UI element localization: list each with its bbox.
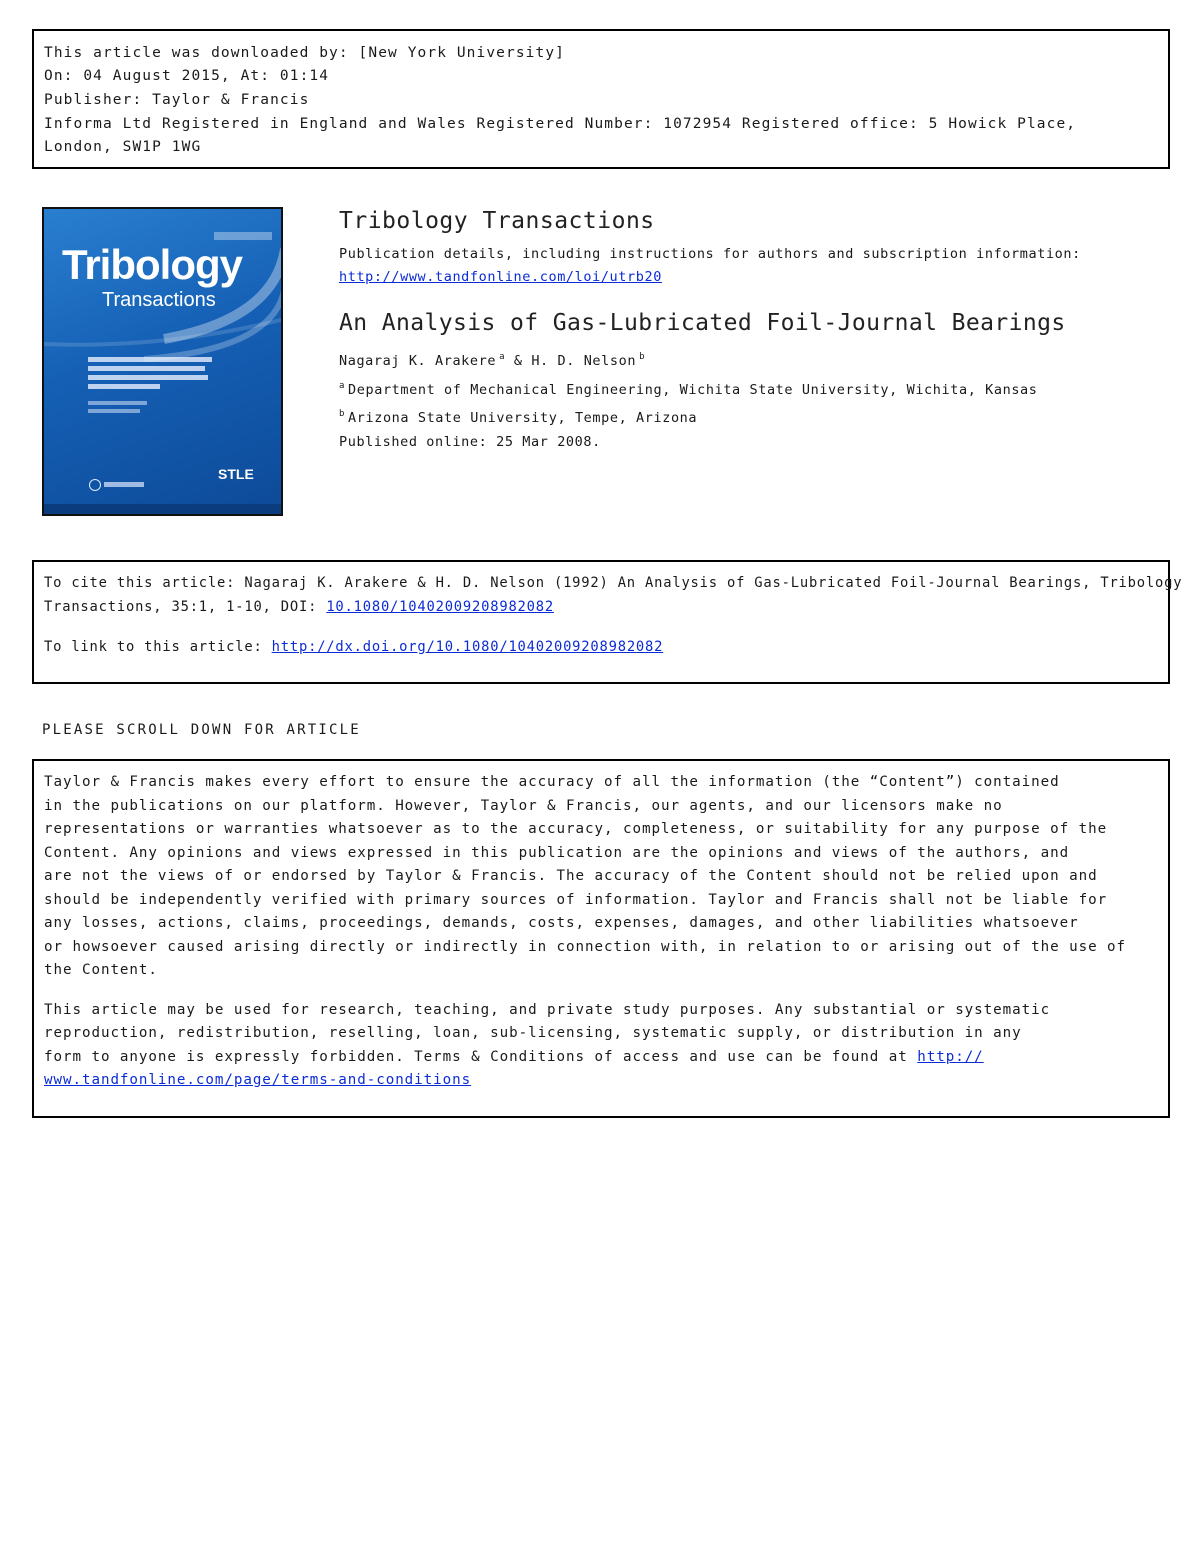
article-link[interactable]: http://dx.doi.org/10.1080/10402009208982082 xyxy=(271,639,664,655)
terms-line-4 xyxy=(44,1070,471,1090)
article-title: An Analysis of Gas-Lubricated Foil-Journal Bearings xyxy=(339,310,1066,336)
disclaimer-line: or howsoever caused arising directly or indirectly in connection with, in relation to or arising out of the use of xyxy=(44,939,1127,955)
disclaimer-line: Taylor & Francis makes every effort to ensure the accuracy of all the information (the “Content”) contained xyxy=(44,774,1060,790)
disclaimer-line: the Content. xyxy=(44,962,158,978)
affil-b-marker: b xyxy=(339,409,346,419)
cite-line-1: To cite this article: Nagaraj K. Arakere & H. D. Nelson (1992) An Analysis of Gas-Lubricated Foil-Journal Bearings, Tribology xyxy=(44,575,1183,591)
cover-subtitle: Transactions xyxy=(102,289,216,311)
publisher-logo-text xyxy=(104,482,144,487)
download-info-box xyxy=(32,29,1170,169)
affil-a-marker: a xyxy=(339,381,346,391)
affiliation-a xyxy=(339,381,1038,398)
terms-line-2: reproduction, redistribution, reselling, loan, sub-licensing, systematic supply, or distribution in any xyxy=(44,1025,1022,1041)
registered-office-cont: London, SW1P 1WG xyxy=(44,139,202,155)
author-2-affil-marker: b xyxy=(639,352,646,362)
authors xyxy=(339,352,645,369)
cover-title: Tribology xyxy=(62,241,242,288)
author-1: Nagaraj K. Arakere xyxy=(339,353,497,369)
affiliation-b xyxy=(339,409,697,426)
disclaimer-line: Content. Any opinions and views expressed in this publication are the opinions and views of the authors, and xyxy=(44,845,1070,861)
disclaimer-line: any losses, actions, claims, proceedings, demands, costs, expenses, damages, and other liabilities whatsoever xyxy=(44,915,1079,931)
download-date: On: 04 August 2015, At: 01:14 xyxy=(44,68,330,84)
affil-b-text: Arizona State University, Tempe, Arizona xyxy=(348,410,698,426)
journal-url-link[interactable] xyxy=(339,269,662,285)
cover-issue-info xyxy=(214,232,272,240)
terms-line-1: This article may be used for research, teaching, and private study purposes. Any substantial or systematic xyxy=(44,1002,1051,1018)
link-line xyxy=(44,637,663,657)
publisher: Publisher: Taylor & Francis xyxy=(44,92,310,108)
cite-line-2 xyxy=(44,597,554,617)
affil-a-text: Department of Mechanical Engineering, Wichita State University, Wichita, Kansas xyxy=(348,382,1038,398)
journal-cover-image xyxy=(42,207,283,516)
cite-line-2-prefix: Transactions, 35:1, 1-10, DOI: xyxy=(44,599,327,615)
stle-logo: STLE xyxy=(218,466,254,482)
scroll-down-notice: PLEASE SCROLL DOWN FOR ARTICLE xyxy=(42,722,361,738)
terms-link-part-2[interactable]: www.tandfonline.com/page/terms-and-conditions xyxy=(44,1072,472,1088)
publisher-logo-icon xyxy=(89,479,101,491)
terms-line-3 xyxy=(44,1047,984,1067)
doi-link[interactable]: 10.1080/10402009208982082 xyxy=(326,599,554,615)
link-prefix: To link to this article: xyxy=(44,639,272,655)
published-online: Published online: 25 Mar 2008. xyxy=(339,434,601,450)
disclaimer-line: should be independently verified with primary sources of information. Taylor and Francis shall not be liable for xyxy=(44,892,1108,908)
publication-details: Publication details, including instructions for authors and subscription information: xyxy=(339,246,1081,262)
journal-title: Tribology Transactions xyxy=(339,208,655,234)
registered-office: Informa Ltd Registered in England and Wales Registered Number: 1072954 Registered office: 5 Howick Place, xyxy=(44,116,1077,132)
disclaimer-line: representations or warranties whatsoever as to the accuracy, completeness, or suitability for any purpose of the xyxy=(44,821,1108,837)
citation-box xyxy=(32,560,1183,684)
terms-line-3-prefix: form to anyone is expressly forbidden. Terms & Conditions of access and use can be found at xyxy=(44,1049,918,1065)
disclaimer-box xyxy=(32,759,1170,1118)
author-2: & H. D. Nelson xyxy=(513,353,637,369)
terms-link-part-1[interactable]: http:// xyxy=(917,1049,984,1065)
downloaded-by: This article was downloaded by: [New York University] xyxy=(44,45,565,61)
disclaimer-line: are not the views of or endorsed by Taylor & Francis. The accuracy of the Content should not be relied upon and xyxy=(44,868,1098,884)
disclaimer-line: in the publications on our platform. However, Taylor & Francis, our agents, and our licensors make no xyxy=(44,798,1003,814)
journal-url-anchor[interactable]: http://www.tandfonline.com/loi/utrb20 xyxy=(339,269,662,285)
cover-footer-band xyxy=(44,504,281,514)
author-1-affil-marker: a xyxy=(499,352,506,362)
cover-tagline xyxy=(88,357,218,413)
